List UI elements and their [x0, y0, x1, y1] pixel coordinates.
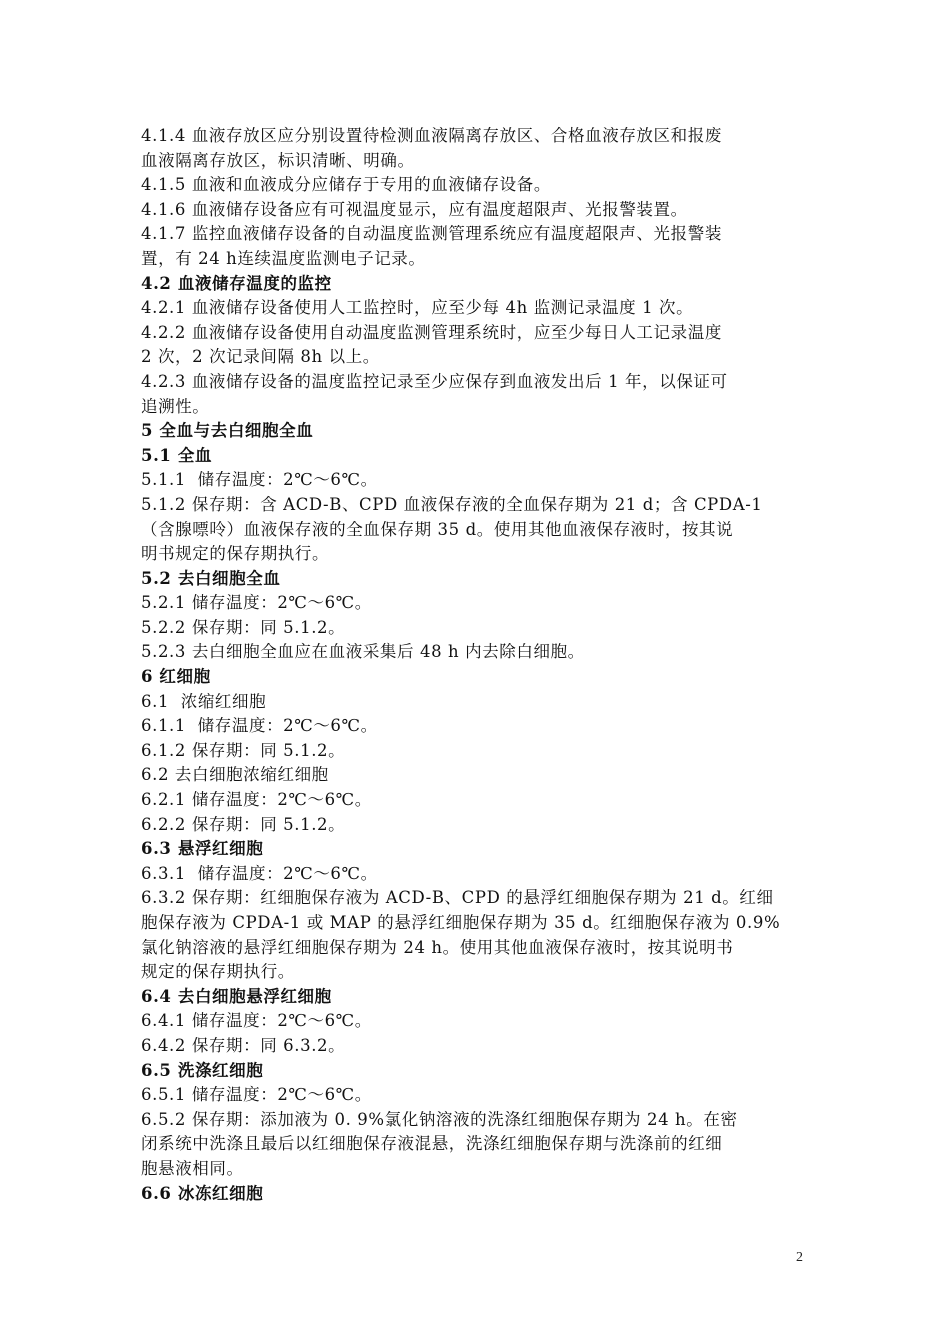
text-line: 6.1.1 储存温度：2℃～6℃。	[141, 716, 378, 736]
section-heading: 6.5 洗涤红细胞	[141, 1060, 264, 1080]
text-line: 5.2.1 储存温度：2℃～6℃。	[141, 593, 372, 613]
text-line: 规定的保存期执行。	[141, 962, 295, 982]
section-heading: 5.2 去白细胞全血	[141, 568, 281, 588]
text-line: 5.1.1 储存温度：2℃～6℃。	[141, 470, 378, 490]
text-line: 4.2.2 血液储存设备使用自动温度监测管理系统时，应至少每日人工记录温度	[141, 322, 722, 342]
document-body	[141, 124, 809, 1206]
text-line: 6.4.2 保存期：同 6.3.2。	[141, 1035, 346, 1055]
text-line: 4.1.6 血液储存设备应有可视温度显示，应有温度超限声、光报警装置。	[141, 199, 688, 219]
text-line: 2 次，2 次记录间隔 8h 以上。	[141, 347, 380, 367]
text-line: 4.1.5 血液和血液成分应储存于专用的血液储存设备。	[141, 175, 551, 195]
section-heading: 5 全血与去白细胞全血	[141, 421, 314, 441]
section-heading: 4.2 血液储存温度的监控	[141, 273, 332, 293]
page-number: 2	[796, 1250, 803, 1265]
text-line: 5.2.2 保存期：同 5.1.2。	[141, 617, 346, 637]
text-line: 6.3.2 保存期：红细胞保存液为 ACD-B、CPD 的悬浮红细胞保存期为 21 d。红细	[141, 888, 774, 908]
section-heading: 5.1 全血	[141, 445, 213, 465]
section-heading: 6.3 悬浮红细胞	[141, 839, 264, 859]
text-line: 4.2.3 血液储存设备的温度监控记录至少应保存到血液发出后 1 年，以保证可	[141, 371, 728, 391]
text-line: 6.2.2 保存期：同 5.1.2。	[141, 814, 346, 834]
section-heading: 6.4 去白细胞悬浮红细胞	[141, 986, 332, 1006]
text-line: 胞保存液为 CPDA-1 或 MAP 的悬浮红细胞保存期为 35 d。红细胞保存液为 0.9%	[141, 913, 781, 932]
text-line: 血液隔离存放区，标识清晰、明确。	[141, 150, 415, 170]
text-line: 4.1.7 监控血液储存设备的自动温度监测管理系统应有温度超限声、光报警装	[141, 224, 722, 244]
text-line: 5.1.2 保存期：含 ACD-B、CPD 血液保存液的全血保存期为 21 d；含 CPDA-1	[141, 494, 763, 514]
text-line: （含腺嘌呤）血液保存液的全血保存期 35 d。使用其他血液保存液时，按其说	[141, 519, 734, 539]
text-line: 6.5.2 保存期：添加液为 0. 9%氯化钠溶液的洗涤红细胞保存期为 24 h。在密	[141, 1109, 738, 1129]
text-line: 4.1.4 血液存放区应分别设置待检测血液隔离存放区、合格血液存放区和报废	[141, 126, 722, 145]
text-line: 明书规定的保存期执行。	[141, 544, 330, 564]
text-line: 6.3.1 储存温度：2℃～6℃。	[141, 863, 378, 883]
text-line: 6.2.1 储存温度：2℃～6℃。	[141, 790, 372, 810]
text-line: 6.2 去白细胞浓缩红细胞	[141, 765, 329, 785]
text-line: 氯化钠溶液的悬浮红细胞保存期为 24 h。使用其他血液保存液时，按其说明书	[141, 937, 734, 957]
section-heading: 6 红细胞	[141, 667, 211, 687]
section-heading: 6.6 冰冻红细胞	[141, 1183, 264, 1203]
text-line: 闭系统中洗涤且最后以红细胞保存液混悬，洗涤红细胞保存期与洗涤前的红细	[141, 1134, 723, 1154]
text-line: 6.1.2 保存期：同 5.1.2。	[141, 740, 346, 760]
text-line: 追溯性。	[141, 396, 210, 416]
text-line: 4.2.1 血液储存设备使用人工监控时，应至少每 4h 监测记录温度 1 次。	[141, 298, 694, 318]
text-line: 5.2.3 去白细胞全血应在血液采集后 48 h 内去除白细胞。	[141, 642, 585, 662]
text-line: 置，有 24 h连续温度监测电子记录。	[141, 248, 426, 268]
text-line: 6.1 浓缩红细胞	[141, 691, 267, 711]
text-line: 6.4.1 储存温度：2℃～6℃。	[141, 1011, 372, 1031]
text-line: 6.5.1 储存温度：2℃～6℃。	[141, 1085, 372, 1105]
text-line: 胞悬液相同。	[141, 1158, 244, 1178]
